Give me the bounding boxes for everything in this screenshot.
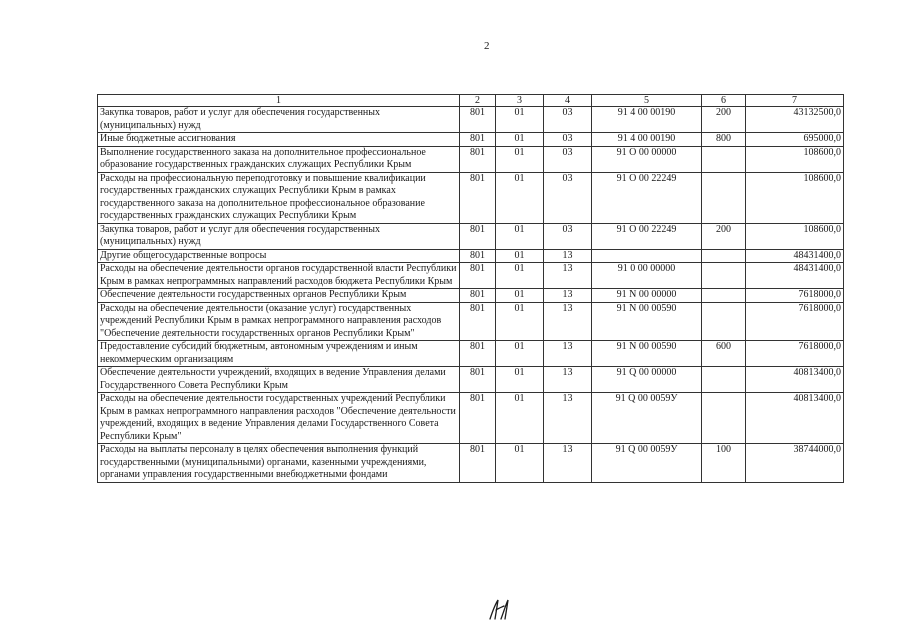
table-row <box>98 393 844 444</box>
column-header: 2 <box>460 95 496 107</box>
cell-expense-type <box>702 172 746 223</box>
table-row <box>98 172 844 223</box>
row-description: Выполнение государственного заказа на дополнительное профессиональное образование государственных гражданских служащих Республики Крым <box>98 146 460 172</box>
cell-amount: 43132500,0 <box>746 107 844 133</box>
row-description: Обеспечение деятельности государственных органов Республики Крым <box>98 289 460 303</box>
cell-expense-type: 100 <box>702 444 746 483</box>
cell-subsection-code: 13 <box>544 367 592 393</box>
cell-amount: 48431400,0 <box>746 263 844 289</box>
row-description: Другие общегосударственные вопросы <box>98 249 460 263</box>
cell-amount: 108600,0 <box>746 172 844 223</box>
cell-amount: 40813400,0 <box>746 393 844 444</box>
table-row <box>98 289 844 303</box>
column-header: 7 <box>746 95 844 107</box>
cell-amount: 7618000,0 <box>746 289 844 303</box>
table-body <box>98 107 844 483</box>
column-header: 6 <box>702 95 746 107</box>
cell-ministry-code: 801 <box>460 393 496 444</box>
cell-expense-type <box>702 302 746 341</box>
cell-section-code: 01 <box>496 133 544 147</box>
row-description: Расходы на выплаты персоналу в целях обеспечения выполнения функций государственными (муниципальными) органами, казенными учреждениями, органами управления государственными внебюджетными фондами <box>98 444 460 483</box>
cell-expense-type <box>702 289 746 303</box>
cell-target-article: 91 О 00 22249 <box>592 172 702 223</box>
cell-ministry-code: 801 <box>460 107 496 133</box>
cell-ministry-code: 801 <box>460 249 496 263</box>
table-row <box>98 107 844 133</box>
column-header: 4 <box>544 95 592 107</box>
table-row <box>98 444 844 483</box>
cell-section-code: 01 <box>496 367 544 393</box>
row-description: Расходы на профессиональную переподготовку и повышение квалификации государственных гражданских служащих Республики Крым в рамках государственного заказа на дополнительное профессиональное образование государственных гражданских служащих Республики Крым <box>98 172 460 223</box>
cell-subsection-code: 03 <box>544 133 592 147</box>
cell-ministry-code: 801 <box>460 341 496 367</box>
row-description: Закупка товаров, работ и услуг для обеспечения государственных (муниципальных) нужд <box>98 223 460 249</box>
cell-target-article: 91 О 00 00000 <box>592 146 702 172</box>
column-header: 5 <box>592 95 702 107</box>
cell-target-article: 91 4 00 00190 <box>592 107 702 133</box>
cell-section-code: 01 <box>496 172 544 223</box>
cell-subsection-code: 13 <box>544 263 592 289</box>
table-row <box>98 263 844 289</box>
table-row <box>98 302 844 341</box>
row-description: Расходы на обеспечение деятельности государственных учреждений Республики Крым в рамках непрограммного направления расходов "Обеспечение деятельности учреждений, входящих в ведение Управления делами Государственного Совета Республики Крым" <box>98 393 460 444</box>
handwritten-signature <box>487 596 513 622</box>
cell-ministry-code: 801 <box>460 263 496 289</box>
cell-amount: 40813400,0 <box>746 367 844 393</box>
cell-section-code: 01 <box>496 223 544 249</box>
cell-target-article: 91 0 00 00000 <box>592 263 702 289</box>
cell-expense-type <box>702 249 746 263</box>
table-row <box>98 367 844 393</box>
cell-section-code: 01 <box>496 249 544 263</box>
cell-amount: 108600,0 <box>746 146 844 172</box>
table-row <box>98 249 844 263</box>
cell-section-code: 01 <box>496 341 544 367</box>
cell-target-article: 91 О 00 22249 <box>592 223 702 249</box>
cell-target-article: 91 Q 00 00000 <box>592 367 702 393</box>
cell-ministry-code: 801 <box>460 289 496 303</box>
cell-ministry-code: 801 <box>460 172 496 223</box>
row-description: Обеспечение деятельности учреждений, входящих в ведение Управления делами Государственного Совета Республики Крым <box>98 367 460 393</box>
column-header: 1 <box>98 95 460 107</box>
cell-section-code: 01 <box>496 289 544 303</box>
cell-subsection-code: 03 <box>544 107 592 133</box>
cell-target-article: 91 N 00 00000 <box>592 289 702 303</box>
table-header-row <box>98 95 844 107</box>
cell-section-code: 01 <box>496 107 544 133</box>
cell-expense-type: 200 <box>702 223 746 249</box>
cell-amount: 48431400,0 <box>746 249 844 263</box>
cell-amount: 7618000,0 <box>746 302 844 341</box>
cell-subsection-code: 13 <box>544 393 592 444</box>
cell-amount: 108600,0 <box>746 223 844 249</box>
cell-subsection-code: 13 <box>544 302 592 341</box>
cell-amount: 7618000,0 <box>746 341 844 367</box>
cell-section-code: 01 <box>496 444 544 483</box>
cell-target-article: 91 Q 00 0059У <box>592 393 702 444</box>
table-row <box>98 146 844 172</box>
cell-ministry-code: 801 <box>460 367 496 393</box>
row-description: Закупка товаров, работ и услуг для обеспечения государственных (муниципальных) нужд <box>98 107 460 133</box>
cell-target-article: 91 N 00 00590 <box>592 341 702 367</box>
cell-subsection-code: 03 <box>544 172 592 223</box>
row-description: Расходы на обеспечение деятельности (оказание услуг) государственных учреждений Республики Крым в рамках непрограммного направления расходов "Обеспечение деятельности государственных органов Республики Крым" <box>98 302 460 341</box>
row-description: Расходы на обеспечение деятельности органов государственной власти Республики Крым в рамках непрограммных направлений расходов бюджета Республики Крым <box>98 263 460 289</box>
cell-expense-type <box>702 146 746 172</box>
cell-section-code: 01 <box>496 146 544 172</box>
cell-ministry-code: 801 <box>460 223 496 249</box>
budget-table <box>97 94 844 483</box>
page-number: 2 <box>484 40 490 52</box>
cell-expense-type: 600 <box>702 341 746 367</box>
cell-ministry-code: 801 <box>460 146 496 172</box>
cell-expense-type: 800 <box>702 133 746 147</box>
cell-subsection-code: 13 <box>544 249 592 263</box>
cell-expense-type <box>702 263 746 289</box>
cell-target-article: 91 4 00 00190 <box>592 133 702 147</box>
cell-subsection-code: 13 <box>544 341 592 367</box>
row-description: Иные бюджетные ассигнования <box>98 133 460 147</box>
cell-subsection-code: 03 <box>544 146 592 172</box>
cell-subsection-code: 03 <box>544 223 592 249</box>
cell-target-article <box>592 249 702 263</box>
cell-subsection-code: 13 <box>544 289 592 303</box>
cell-expense-type <box>702 393 746 444</box>
table-row <box>98 223 844 249</box>
cell-ministry-code: 801 <box>460 133 496 147</box>
cell-expense-type: 200 <box>702 107 746 133</box>
column-header: 3 <box>496 95 544 107</box>
row-description: Предоставление субсидий бюджетным, автономным учреждениям и иным некоммерческим организациям <box>98 341 460 367</box>
table-row <box>98 341 844 367</box>
cell-section-code: 01 <box>496 302 544 341</box>
cell-ministry-code: 801 <box>460 302 496 341</box>
cell-subsection-code: 13 <box>544 444 592 483</box>
cell-expense-type <box>702 367 746 393</box>
cell-amount: 695000,0 <box>746 133 844 147</box>
cell-ministry-code: 801 <box>460 444 496 483</box>
cell-section-code: 01 <box>496 263 544 289</box>
cell-target-article: 91 Q 00 0059У <box>592 444 702 483</box>
cell-target-article: 91 N 00 00590 <box>592 302 702 341</box>
cell-amount: 38744000,0 <box>746 444 844 483</box>
cell-section-code: 01 <box>496 393 544 444</box>
table-row <box>98 133 844 147</box>
